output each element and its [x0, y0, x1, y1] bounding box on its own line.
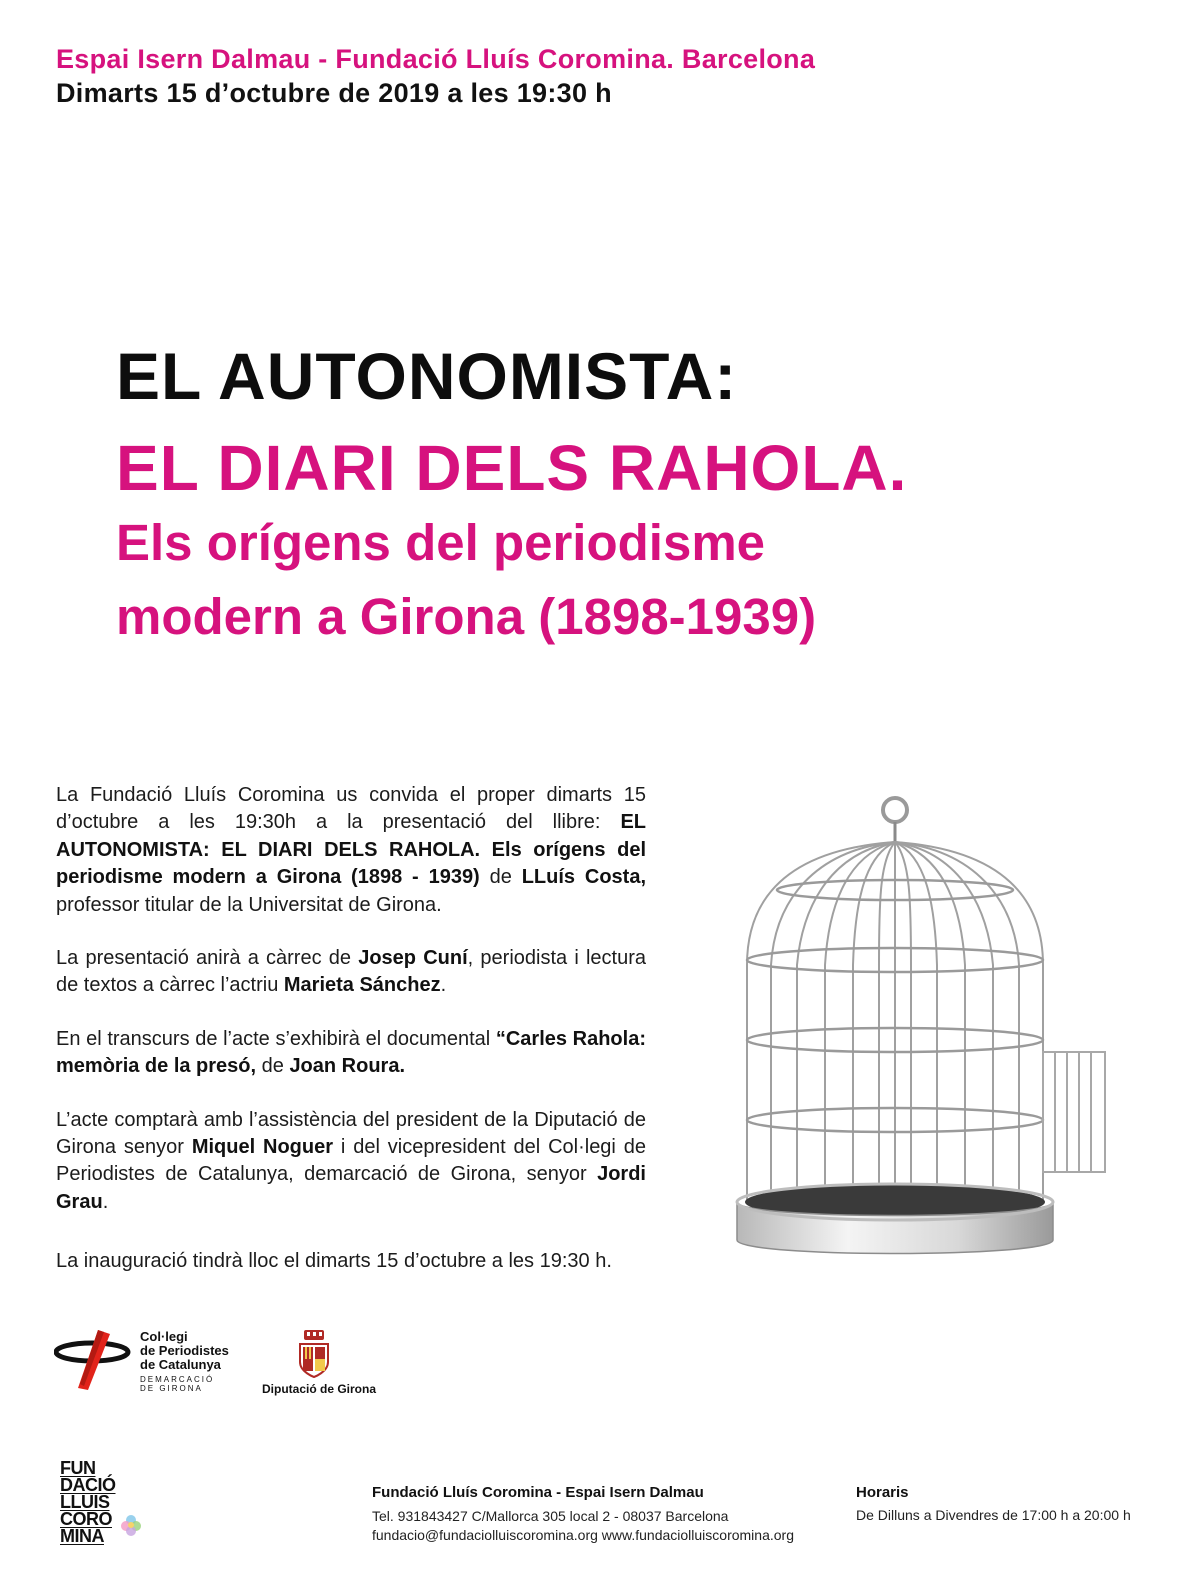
hours-title: Horaris [856, 1484, 909, 1501]
paragraph-attendees: L’acte comptarà amb l’assistència del president de la Diputació de Girona senyor Miquel Noguer i del vicepresident del Col·legi de Periodistes de Catalunya, demarcació de Girona, senyor Jordi Grau. [56, 1108, 647, 1213]
paragraph-presenters: La presentació anirà a càrrec de Josep Cuní, periodista i lectura de textos a càrrec l’actriu Marieta Sánchez. [56, 947, 646, 997]
event-date: Dimarts 15 d’octubre de 2019 a les 19:30 h [56, 78, 612, 108]
footer-contact-address: Tel. 931843427 C/Mallorca 305 local 2 - 08037 Barcelona [372, 1508, 729, 1524]
footer-contact-web: fundacio@fundaciolluiscoromina.org www.fundaciolluiscoromina.org [372, 1527, 794, 1543]
collegi-demarcacio: DEMARCACIÓ DE GIRONA [140, 1375, 215, 1393]
subtitle-line-1: Els orígens del periodisme [116, 514, 766, 571]
footer-title: Fundació Lluís Coromina - Espai Isern Dalmau [372, 1484, 704, 1501]
paragraph-documentary: En el transcurs de l’acte s’exhibirà el documental “Carles Rahola: memòria de la presó, de Joan Roura. [56, 1027, 646, 1078]
title-line-1: EL AUTONOMISTA: [116, 339, 738, 413]
diputacio-name: Diputació de Girona [262, 1382, 377, 1396]
flower-icon [118, 1512, 144, 1538]
birdcage-image [725, 790, 1125, 1270]
fundacio-logo: FUN DACIÓ LLUIS CORO MINA [60, 1460, 150, 1552]
diputacio-shield-icon [298, 1330, 330, 1378]
closing-line: La inauguració tindrà lloc el dimarts 15 d’octubre a les 19:30 h. [56, 1250, 612, 1272]
title-line-2: EL DIARI DELS RAHOLA. [116, 432, 908, 504]
paragraph-invitation: La Fundació Lluís Coromina us convida el proper dimarts 15 d’octubre a les 19:30h a la presentació del llibre: EL AUTONOMISTA: EL DIARI DELS RAHOLA. Els orígens del periodisme modern a Girona (1898 - 1939) de LLuís Costa, professor titular de la Universitat de Girona. [56, 784, 647, 916]
collegi-name: Col·legi de Periodistes de Catalunya [140, 1329, 229, 1372]
venue-line: Espai Isern Dalmau - Fundació Lluís Coromina. Barcelona [56, 44, 816, 74]
invitation-text [56, 782, 646, 1242]
subtitle-line-2: modern a Girona (1898-1939) [116, 588, 817, 645]
hours-text: De Dilluns a Divendres de 17:00 h a 20:00 h [856, 1507, 1131, 1523]
